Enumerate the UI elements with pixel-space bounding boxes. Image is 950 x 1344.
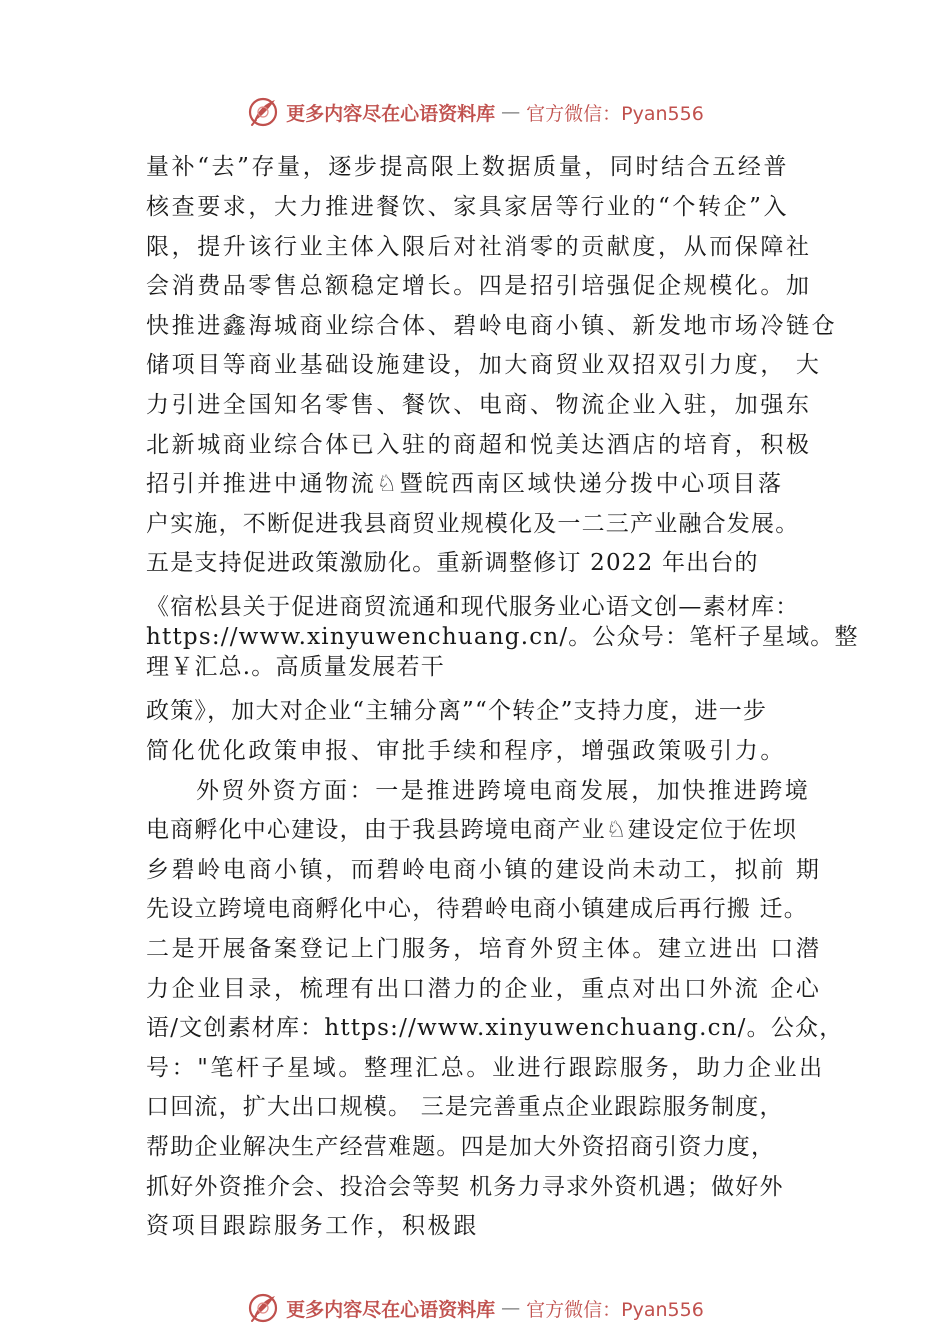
- body-line: 招引并推进中通物流♘暨皖西南区域快递分拨中心项目落: [146, 471, 784, 497]
- footer-wechat-text: 官方微信：Pyan556: [526, 1298, 704, 1321]
- header-brand-text: 更多内容尽在心语资料库: [286, 102, 496, 125]
- body-line: 力引进全国知名零售、餐饮、电商、物流企业入驻，加强东: [146, 392, 812, 418]
- body-line: 乡碧岭电商小镇，而碧岭电商小镇的建设尚未动工，拟前 期: [146, 857, 822, 883]
- header-banner: [0, 92, 950, 132]
- body-line: 外贸外资方面：一是推进跨境电商发展，加快推进跨境: [196, 778, 811, 804]
- body-line: 简化优化政策申报、审批手续和程序，增强政策吸引力。: [146, 738, 786, 764]
- body-line: 二是开展备案登记上门服务，培育外贸主体。建立进出 口潜: [146, 936, 822, 962]
- body-line: 户实施，不断促进我县商贸业规模化及一二三产业融合发展。: [146, 511, 800, 537]
- body-line: 先设立跨境电商孵化中心，待碧岭电商小镇建成后再行搬 迁。: [146, 896, 808, 922]
- quill-logo-icon: [246, 1291, 280, 1325]
- body-line: 语/文创素材库：https://www.xinyuwenchuang.cn/。公众，: [146, 1015, 844, 1041]
- quill-logo-icon: [246, 95, 280, 129]
- body-line: 会消费品零售总额稳定增长。四是招引培强促企规模化。加: [146, 273, 812, 299]
- body-line: 核查要求，大力推进餐饮、家具家居等行业的“个转企”入: [146, 194, 790, 220]
- body-line: 限，提升该行业主体入限后对社消零的贡献度，从而保障社: [146, 234, 812, 260]
- header-separator: —: [501, 101, 521, 123]
- body-line: 口回流，扩大出口规模。 三是完善重点企业跟踪服务制度，: [146, 1094, 784, 1120]
- body-line: 政策》，加大对企业“主辅分离”“个转企”支持力度，进一步: [146, 698, 768, 724]
- body-line: 储项目等商业基础设施建设，加大商贸业双招双引力度， 大: [146, 352, 822, 378]
- body-line: https://www.xinyuwenchuang.cn/。公众号：笔杆子星域。整: [146, 624, 859, 650]
- body-line: 资项目跟踪服务工作，积极跟: [146, 1213, 479, 1239]
- body-line: 量补“去”存量，逐步提高限上数据质量，同时结合五经普: [146, 154, 790, 180]
- body-line: 电商孵化中心建设，由于我县跨境电商产业♘建设定位于佐坝: [146, 817, 798, 843]
- header-wechat-text: 官方微信：Pyan556: [526, 102, 704, 125]
- body-line: 《宿松县关于促进商贸流通和现代服务业心语文创—素材库：: [146, 594, 800, 620]
- body-line: 力企业目录，梳理有出口潜力的企业，重点对出口外流 企心: [146, 976, 822, 1002]
- footer-separator: —: [501, 1297, 521, 1319]
- body-line: 快推进鑫海城商业综合体、碧岭电商小镇、新发地市场冷链仓: [146, 313, 838, 339]
- body-line: 五是支持促进政策激励化。重新调整修订 2022 年出台的: [146, 550, 759, 576]
- body-line: 理￥汇总.。高质量发展若干: [146, 654, 445, 680]
- footer-brand-text: 更多内容尽在心语资料库: [286, 1298, 496, 1321]
- footer-banner: [0, 1288, 950, 1328]
- body-line: 抓好外资推介会、投洽会等契 机务力寻求外资机遇；做好外: [146, 1174, 784, 1200]
- body-line: 帮助企业解决生产经营难题。四是加大外资招商引资力度，: [146, 1134, 776, 1160]
- body-line: 号："笔杆子星域。整理汇总。业进行跟踪服务，助力企业出: [146, 1055, 825, 1081]
- body-line: 北新城商业综合体已入驻的商超和悦美达酒店的培育，积极: [146, 432, 812, 458]
